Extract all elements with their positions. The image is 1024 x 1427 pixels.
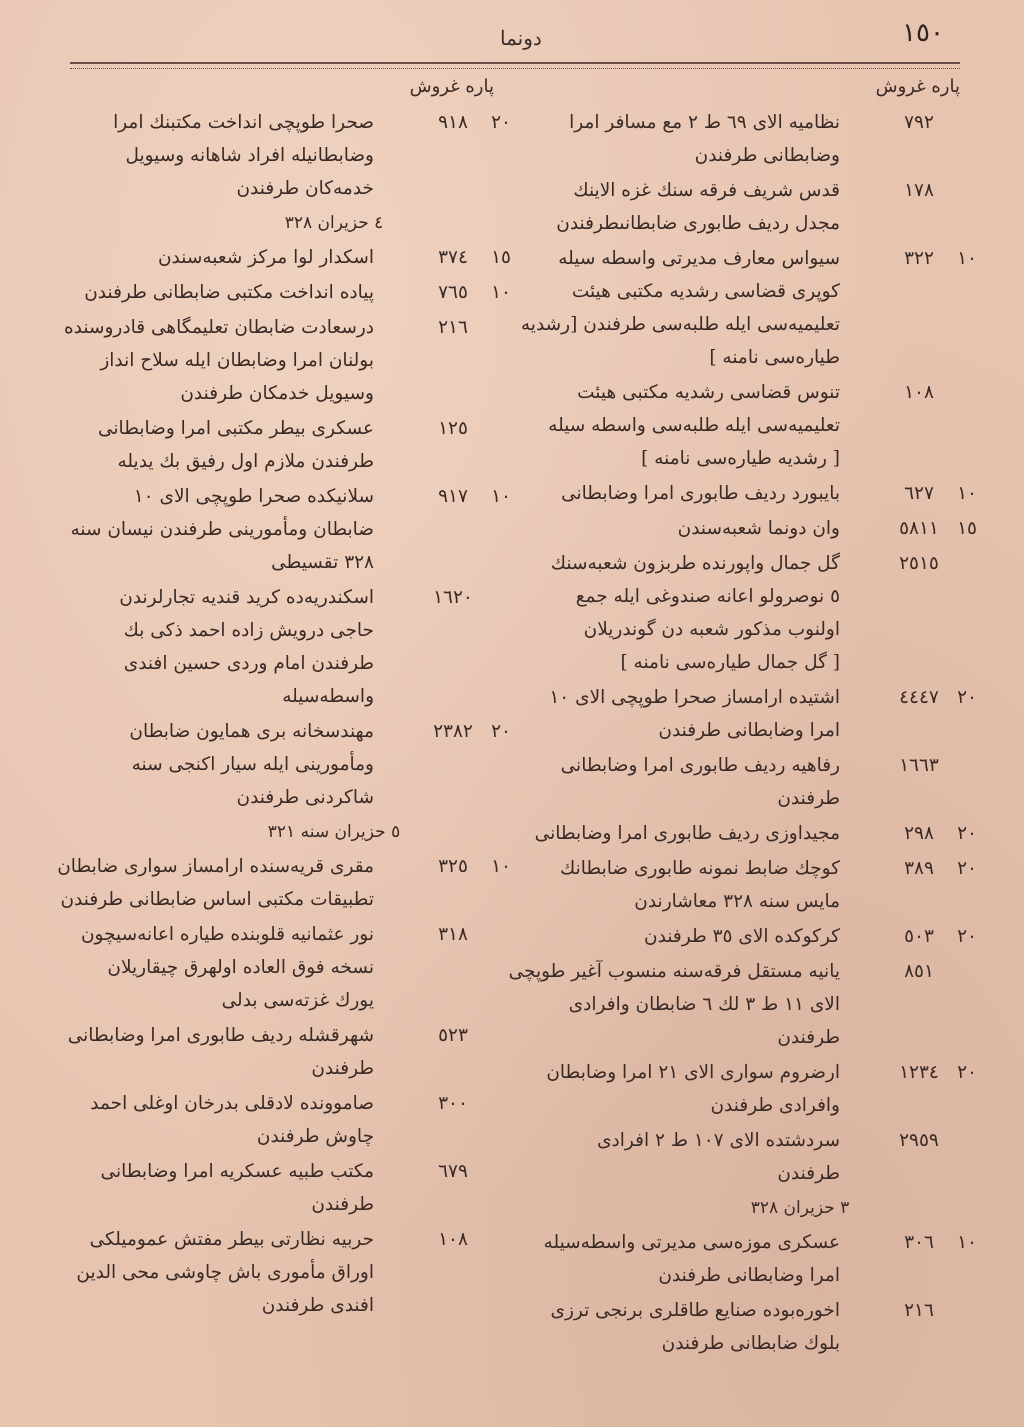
amount-kurus: ٢٥١٥ [899, 553, 939, 574]
description-line: كركوكده الاى ٣٥ طرفندن [644, 926, 840, 947]
amount-kurus: ١٠٨ [904, 382, 934, 403]
amount-para: ١٠ [491, 856, 511, 877]
description-line: ارضروم سوارى الاى ٢١ امرا وضابطان [546, 1062, 840, 1083]
amount [850, 376, 980, 409]
entry-description [560, 477, 840, 510]
column-entries [57, 106, 514, 1322]
date-heading: ٣ حزيران ٣٢٨ [750, 1198, 850, 1218]
description-line: درسعادت ضابطان تعليمگاهى قادروسنده [63, 317, 374, 338]
amount-para: ١٠ [491, 486, 511, 507]
entry-description [560, 852, 840, 918]
description-line: چاوش طرفندن [256, 1126, 374, 1147]
description-line: شهرقشله رديف طابورى امرا وضابطانى [67, 1025, 374, 1046]
description-line: گل جمال واپورنده طربزون شعبه‌سنك [550, 553, 840, 574]
amount-kurus: ٢١٦ [438, 317, 468, 338]
description-line: نظاميه الاى ٦٩ ط ٢ مع مسافر امرا [569, 112, 840, 133]
description-line: طرفندن [777, 1163, 840, 1184]
description-line: عسكرى بيطر مكتبى امرا وضابطانى [97, 418, 374, 439]
description-line: [ رشديه طياره‌سى نامنه ] [641, 448, 840, 469]
amount [384, 311, 514, 344]
amount [384, 918, 514, 951]
description-line: مقرى قريه‌سنده ارامساز سوارى ضابطان [57, 856, 374, 877]
entry-description [508, 955, 840, 1054]
description-line: وسيويل خدمكان طرفندن [180, 383, 374, 404]
description-line: الاى ١١ ط ٣ لك ٦ ضابطان وافرادى [568, 994, 840, 1015]
ledger-entry [560, 477, 980, 510]
entry-description [556, 174, 840, 240]
ledger-entry [560, 920, 980, 953]
ledger-entry [534, 817, 980, 850]
ledger-entry [560, 852, 980, 918]
description-line: واسطه‌سيله [282, 686, 374, 707]
amount-para: ١٠ [491, 282, 511, 303]
description-line: نور عثمانيه قلوبنده طياره اعانه‌سيچون [80, 924, 374, 945]
amount [384, 412, 514, 445]
amount-kurus: ٧٦٥ [438, 282, 468, 303]
amount-para: ١٠ [957, 1232, 977, 1253]
amount [384, 581, 514, 614]
description-line: مايس سنه ٣٢٨ معاشارندن [634, 891, 840, 912]
description-line: وافرادى طرفندن [710, 1095, 840, 1116]
description-line: افندى طرفندن [261, 1295, 374, 1316]
description-line: اشتيده ارامساز صحرا طوپچى الاى ١٠ [549, 687, 840, 708]
description-line: تطبيقات مكتبى اساس ضابطانى طرفندن [60, 889, 374, 910]
description-line: بلوك ضابطانى طرفندن [661, 1333, 840, 1354]
entry-description [548, 376, 840, 475]
amount [850, 1294, 980, 1327]
description-line: حاجى درويش زاده احمد ذكى بك [123, 620, 374, 641]
amount-kurus: ٢٩٥٩ [899, 1130, 939, 1151]
amount-kurus: ٣٢٥ [438, 856, 468, 877]
description-line: حربيه نظارتى بيطر مفتش عموميلكى [89, 1229, 374, 1250]
description-line: امرا وضابطانى طرفندن [658, 720, 840, 741]
amount-para: ٢٠ [491, 112, 511, 133]
description-line: ضابطان ومأمورينى طرفندن نيسان سنه [70, 519, 374, 540]
amount-kurus: ٣٢٢ [904, 248, 934, 269]
description-line: طياره‌سى نامنه ] [709, 347, 840, 368]
description-line: سلانيكده صحرا طوپچى الاى ١٠ [133, 486, 374, 507]
amount-kurus: ١٠٨ [438, 1229, 468, 1250]
ledger-entry [550, 1294, 980, 1360]
ledger-entry [63, 311, 514, 410]
ledger-entry [94, 715, 514, 814]
amount-kurus: ٣٨٩ [904, 858, 934, 879]
column-right [508, 70, 980, 1362]
description-line: بايبورد رديف طابورى امرا وضابطانى [561, 483, 840, 504]
ledger-entry [94, 241, 514, 274]
ledger-entry [548, 376, 980, 475]
ledger-entry [543, 1226, 980, 1292]
unit-header: پاره غروش [409, 76, 494, 97]
header-rule-dotted [70, 68, 960, 69]
entry-description [534, 817, 840, 850]
description-line: ومأمورينى ايله سيار اكنجى سنه [131, 754, 374, 775]
amount-para: ٢٠ [957, 687, 977, 708]
amount [850, 852, 980, 885]
amount-kurus: ٥٨١١ [899, 518, 939, 539]
amount [384, 850, 514, 883]
ledger-entry [67, 1019, 514, 1085]
description-line: رفاهيه رديف طابورى امرا وضابطانى [560, 755, 840, 776]
amount-para: ١٥ [957, 518, 977, 539]
description-line: صاموونده لادقلى بدرخان اوغلى احمد [90, 1093, 374, 1114]
description-line: سيواس معارف مديرتى واسطه سيله [558, 248, 840, 269]
entry-description [94, 412, 374, 478]
running-title: دونما [500, 26, 542, 50]
description-line: طرفندن [777, 788, 840, 809]
entry-description [80, 918, 374, 1017]
amount [850, 955, 980, 988]
ledger-entry [550, 547, 980, 679]
description-line: مجدل رديف طابورى ضابطانىطرفندن [556, 213, 840, 234]
amount [384, 1155, 514, 1188]
amount-kurus: ٦٢٧ [904, 483, 934, 504]
amount-para: ٢٠ [957, 1062, 977, 1083]
entry-description [94, 106, 374, 205]
description-line: اخوره‌بوده صنايع طاقلرى برنجى ترزى [550, 1300, 840, 1321]
description-line: [ گل جمال طياره‌سى نامنه ] [620, 652, 840, 673]
ledger-entry [94, 1155, 514, 1221]
amount-para: ٢٠ [957, 926, 977, 947]
amount-kurus: ١٧٨ [904, 180, 934, 201]
description-line: پياده انداخت مكتبى ضابطانى طرفندن [84, 282, 374, 303]
ledger-entry [94, 412, 514, 478]
ledger-entry [80, 918, 514, 1017]
entry-description [560, 920, 840, 953]
amount-kurus: ٣٠٠ [438, 1093, 468, 1114]
description-line: طرفندن ملازم اول رفيق بك يديله [117, 451, 374, 472]
entry-description [560, 749, 840, 815]
ledger-entry [556, 174, 980, 240]
amount-kurus: ٣٧٤ [438, 247, 468, 268]
amount-para: ١٥ [491, 247, 511, 268]
header-rule [70, 62, 960, 64]
description-line: وان دونما شعبه‌سندن [677, 518, 840, 539]
amount-kurus: ٦٧٩ [438, 1161, 468, 1182]
amount-kurus: ٧٩٢ [904, 112, 934, 133]
entry-description [84, 276, 374, 309]
ledger-entry [57, 850, 514, 916]
description-line: وضابطانى طرفندن [694, 145, 840, 166]
entry-description [543, 1226, 840, 1292]
entry-description [76, 1223, 374, 1322]
description-line: ٣٢٨ تقسيطى [271, 552, 374, 573]
entry-description [520, 242, 840, 374]
amount [384, 1019, 514, 1052]
description-line: كوچك ضابط نمونه طابورى ضابطانك [560, 858, 840, 879]
description-line: صحرا طوپچى انداخت مكتبنك امرا [113, 112, 374, 133]
description-line: مهندسخانه برى همايون ضابطان [129, 721, 374, 742]
amount [384, 1223, 514, 1256]
description-line: تعليميه‌سى ايله طلبه‌سى طرفندن [رشديه [520, 314, 840, 335]
ledger-entry [560, 106, 980, 172]
amount [850, 477, 980, 510]
description-line: اسكندريه‌ده كريد قنديه تجارلرندن [119, 587, 374, 608]
amount [850, 547, 980, 580]
ledger-entry [70, 480, 514, 579]
ledger-entry [560, 749, 980, 815]
entry-description [549, 681, 840, 747]
amount [850, 1124, 980, 1157]
ledger-entry [546, 1056, 980, 1122]
amount-kurus: ١٦٦٣ [899, 755, 939, 776]
description-line: طرفندن [311, 1194, 374, 1215]
amount-kurus: ٢٣٨٢ [433, 721, 473, 742]
amount-kurus: ٥٢٣ [438, 1025, 468, 1046]
description-line: يورك غزته‌سى بدلى [221, 990, 374, 1011]
ledger-entry [560, 1124, 980, 1190]
column-entries [508, 106, 980, 1360]
amount [850, 106, 980, 139]
date-heading: ٤ حزيران ٣٢٨ [284, 213, 384, 233]
amount [850, 174, 980, 207]
amount [850, 749, 980, 782]
amount [850, 512, 980, 545]
entry-description [70, 480, 374, 579]
amount [384, 715, 514, 748]
amount-kurus: ١٢٥ [438, 418, 468, 439]
amount-kurus: ١٦٢٠ [433, 587, 473, 608]
description-line: نسخه فوق العاده اولهرق چيقاريلان [107, 957, 374, 978]
description-line: اوراق مأمورى باش چاوشى محى الدين [76, 1262, 374, 1283]
description-line: مجيداوزى رديف طابورى امرا وضابطانى [534, 823, 840, 844]
description-line: اسكدار لوا مركز شعبه‌سندن [157, 247, 374, 268]
description-line: تعليميه‌سى ايله طلبه‌سى واسطه سيله [548, 415, 840, 436]
amount [850, 242, 980, 275]
entry-description [63, 311, 374, 410]
amount [850, 1056, 980, 1089]
description-line: امرا وضابطانى طرفندن [658, 1265, 840, 1286]
amount-para: ٢٠ [957, 823, 977, 844]
amount [850, 817, 980, 850]
amount-kurus: ٣١٨ [438, 924, 468, 945]
description-line: اولنوب مذكور شعبه دن گوندريلان [583, 619, 840, 640]
date-heading: ٥ حزيران سنه ٣٢١ [267, 822, 401, 842]
ledger-entry [84, 276, 514, 309]
entry-description [94, 581, 374, 713]
amount-kurus: ٣٠٦ [904, 1232, 934, 1253]
entry-description [67, 1019, 374, 1085]
page-number: ١٥٠ [902, 18, 944, 48]
description-line: عسكرى موزه‌سى مديرتى واسطه‌سيله [543, 1232, 840, 1253]
description-line: بولنان امرا وضابطان ايله سلاح انداز [100, 350, 374, 371]
entry-description [560, 512, 840, 545]
entry-description [560, 106, 840, 172]
amount-kurus: ٩١٨ [438, 112, 468, 133]
amount-kurus: ١٢٣٤ [899, 1062, 939, 1083]
amount [384, 241, 514, 274]
amount-para: ٢٠ [957, 858, 977, 879]
ledger-entry [94, 106, 514, 205]
ledger-entry [94, 581, 514, 713]
ledger-entry [549, 681, 980, 747]
ledger-entry [90, 1087, 514, 1153]
description-line: طرفندن [311, 1058, 374, 1079]
description-line: ٥ نوصرولو اعانه صندوغى ايله جمع [575, 586, 840, 607]
amount-kurus: ٩١٧ [438, 486, 468, 507]
page-header [60, 14, 964, 54]
description-line: طرفندن [777, 1027, 840, 1048]
ledger-entry [520, 242, 980, 374]
description-line: يانيه مستقل فرقه‌سنه منسوب آغير طوپچى [508, 961, 840, 982]
ledger-entry [508, 955, 980, 1054]
column-left [57, 70, 514, 1324]
ledger-entry [560, 512, 980, 545]
amount-para: ١٠ [957, 248, 977, 269]
amount-para: ١٠ [957, 483, 977, 504]
amount-kurus: ٤٤٤٧ [899, 687, 939, 708]
entry-description [94, 1155, 374, 1221]
description-line: شاكردنى طرفندن [236, 787, 374, 808]
entry-description [550, 547, 840, 679]
entry-description [90, 1087, 374, 1153]
description-line: تنوس قضاسى رشديه مكتبى هيئت [577, 382, 840, 403]
amount [384, 480, 514, 513]
entry-description [57, 850, 374, 916]
description-line: طرفندن امام وردى حسين افندى [123, 653, 374, 674]
amount [384, 1087, 514, 1120]
entry-description [560, 1124, 840, 1190]
description-line: قدس شريف فرقه سنك غزه الاينك [573, 180, 840, 201]
unit-header: پاره غروش [875, 76, 960, 97]
description-line: خدمه‌كان طرفندن [236, 178, 374, 199]
amount-kurus: ٢٩٨ [904, 823, 934, 844]
amount [850, 681, 980, 714]
amount-kurus: ٥٠٣ [904, 926, 934, 947]
amount [384, 106, 514, 139]
amount [384, 276, 514, 309]
description-line: وضابطانيله افراد شاهانه وسيويل [125, 145, 374, 166]
entry-description [94, 241, 374, 274]
entry-description [94, 715, 374, 814]
amount-kurus: ٢١٦ [904, 1300, 934, 1321]
description-line: كوپرى قضاسى رشديه مكتبى هيئت [571, 281, 840, 302]
description-line: سردشتده الاى ١٠٧ ط ٢ افرادى [597, 1130, 840, 1151]
ledger-entry [76, 1223, 514, 1322]
amount-para: ٢٠ [491, 721, 511, 742]
amount [850, 1226, 980, 1259]
description-line: مكتب طبيه عسكريه امرا وضابطانى [100, 1161, 374, 1182]
entry-description [550, 1294, 840, 1360]
amount-kurus: ٨٥١ [904, 961, 934, 982]
entry-description [546, 1056, 840, 1122]
amount [850, 920, 980, 953]
